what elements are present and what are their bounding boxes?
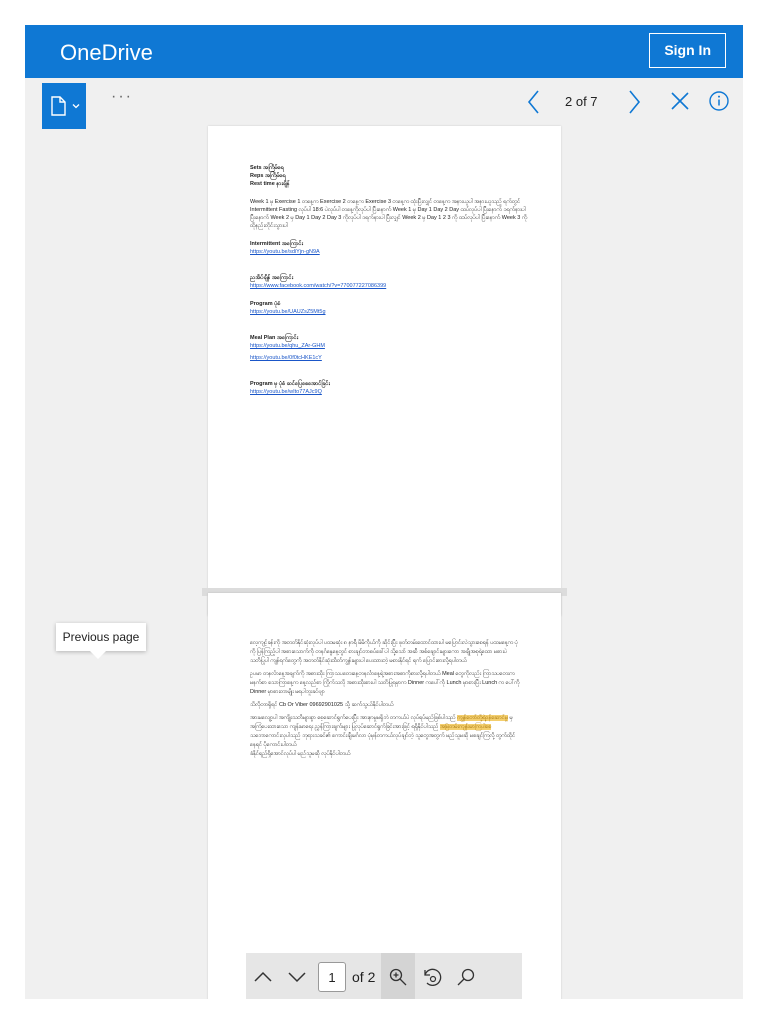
rest-line: Rest time နားချိန် xyxy=(250,181,290,187)
page-2-paragraph-3: အားမလျော့ပါ အကျိုးသတိများစွာ စေ့ဆောင်ရွက်ပေးပြီး အားနာမှုမရှိဘဲ တကယ်ပဲ လုပ်ရပ်မည်ဖြစ်ပါသည် ကျွန်တော်တို့ရဲ့ဝန်ဆောင်မှု မှ အကြံပေးထားသော ကျန်းမာရေး ညွှန်ကြားချက်များ ပြုလုပ်ဆောင်ရွက်ခြင်းအားဖြင့် ရရှိနိုင်ပါသည် အမြဲတမ်းကျန်းမာကြပါစေ သဘောကောင်းလှပါသည် ဘုရားသခင်၏ ကောင်းချီးမင်္ဂလာ ပုံမှန်တကယ်လုပ်ချင်တဲ့ သူတွေအတွက် မည်သူမဆို မစချင်ကြလို့ တွက်ထိုင်နေရင် ပိုကောင်းပါတယ် ခံနိုင်ရည်ရှိအောင်လုပ်ပါ မည်သူမဆို လုပ်နိုင်ပါတယ် xyxy=(250,715,516,757)
new-document-button[interactable] xyxy=(42,83,86,129)
search-button[interactable] xyxy=(449,953,483,999)
highlight-2: အမြဲတမ်းကျန်းမာကြပါစေ xyxy=(439,724,492,730)
info-icon[interactable] xyxy=(708,90,730,112)
chevron-down-icon xyxy=(72,102,80,110)
chevron-down-icon xyxy=(287,971,307,983)
search-icon xyxy=(456,967,476,987)
meal-plan-link-2[interactable]: https://youtu.be/0f0tcHKE1cY xyxy=(250,355,322,361)
previous-page-icon[interactable] xyxy=(525,88,543,116)
page-2-paragraph-2: ဥပမာ တနင်္လာနေ့အချက်ကို အစားထိုး ကြာသပတေးနေ့တနင်္လာနေ့ရဲ့အစားအစာကိုစားလို့ရပါတယ် Meal တွေကိုလည်း ကြာသပတေးက မနက်စာ သောကြာနေ့က နေ့လည်စာ ကြိုက်သလို အစားထိုးစားပါ သတိပြုရမှာက Dinner ကပေါ်ကို Lunch မှာစားပြီး Lunch က ပေါ်ကို Dinner မှာစားတာမျိုး မရပါဘူးခင်ဗျာ xyxy=(250,671,520,695)
scroll-up-button[interactable] xyxy=(246,953,280,999)
app-brand[interactable]: OneDrive xyxy=(60,40,153,65)
document-page-1 xyxy=(208,126,561,616)
previous-page-tooltip: Previous page xyxy=(56,623,146,651)
sleep-heading: ညအိပ်ချိန် အကြောင်း xyxy=(250,275,293,281)
header-bar xyxy=(25,25,743,78)
program-adjust-link[interactable]: https://youtu.be/wIto77AJc9Q xyxy=(250,389,322,395)
sets-line: Sets အကြိမ်ရေ xyxy=(250,165,284,171)
instructions-paragraph: Week 1 မှ Exercise 1 တနေ့က Exercise 2 တနေ့က Exercise 3 တနေ့က ထုံးပြီးလျှင် တနေ့က အနားယူပါ အနားယူသည့် ရက်တွင် Intermittent Fasting လုပ်ပါ 18:6 ပဲလုပ်ပါ တနေ့ကိုလုပ်ပါ ပြီးနောက် Week 1 မှ Day 1 Day 2 Day ထပ်လုပ်ပါ ပြီးနောက် ၁ရက်နားပါ ပြီးနောက် Week 2 မှ Day 1 Day 2 Day 3 ကိုလုပ်ပါ ၁ရက်နားပါ ပြီးလျှင် Week 2 မှ Day 1 2 3 ကို ထပ်လုပ်ပါ ပြီးနောက် Week 3 ကို ထိုနည်းတိုင်းသွားပါ xyxy=(250,199,528,229)
page-count-label: of 2 xyxy=(352,969,376,985)
page-navigation-bar xyxy=(246,953,522,999)
rotate-button[interactable] xyxy=(415,953,449,999)
program-heading: Program ပုံစံ xyxy=(250,301,281,307)
zoom-in-button[interactable] xyxy=(381,953,415,999)
contact-line: သိလိုတာရှိရင် Cb Or Viber 09692901025 သို့ ဆက်သွယ်နိုင်ပါတယ် xyxy=(250,702,394,708)
facebook-link[interactable]: https://www.facebook.com/watch/?v=770077227086399 xyxy=(250,283,387,289)
reps-line: Reps အကြိမ်ရေ xyxy=(250,173,286,179)
page-2-paragraph-1: လေ့ကျင့်ခန်းကို အတတ်နိုင်ဆုံးလုပ်ပါ ပထမဆုံး ၈ နာရီ မိမိကိုယ်ကို ဆိုင်းပြီး ဖုတ်တမ်းထောင်ထားပါ မပြောင်းလဲသွားစေရန် ပထမနေ့က ပုံကို ပြန်ကြည့်ပါ အစားသောက်ကို တနင်္ဂနွေနေ့တွင် စားချင်တာစပ်ခေါ်ပါ သို့သော် အဆီ အစ်ချောင်းများကော အချိုအစုရဲ့ထော မစားပဲ သတိပြုပါ ကျန်ရက်တွေကို အတတ်နိုင်ဆုံးထိတ်ကျွန်းများပါ ပေးထားတဲ့ မစားနိုင်ရင် ရက် ပြောင်းစားလို့ရပါတယ် xyxy=(250,640,518,664)
highlight-1: ကျွန်တော်တို့ရဲ့ဝန်ဆောင်မှု xyxy=(457,715,508,721)
zoom-in-icon xyxy=(388,967,408,987)
viewer-toolbar xyxy=(25,78,743,126)
intermittent-heading: Intermittent အကြောင်း xyxy=(250,241,303,247)
page-2-content xyxy=(250,639,520,763)
chevron-up-icon xyxy=(253,971,273,983)
program-link[interactable]: https://youtu.be/UAUZsZ5Mt5g xyxy=(250,309,326,315)
page-indicator: 2 of 7 xyxy=(565,94,598,109)
app-frame xyxy=(25,25,743,999)
document-page-2 xyxy=(208,593,561,999)
more-options-button[interactable]: ··· xyxy=(111,88,133,105)
scroll-down-button[interactable] xyxy=(280,953,314,999)
meal-plan-link-1[interactable]: https://youtu.be/qhu_ZAr-GHM xyxy=(250,343,325,349)
meal-plan-heading: Meal Plan အကြောင်း xyxy=(250,335,299,341)
close-icon[interactable] xyxy=(669,90,691,112)
page-number-input[interactable]: 1 xyxy=(318,962,346,992)
sign-in-button[interactable]: Sign In xyxy=(649,33,726,68)
page-1-content xyxy=(250,164,530,396)
rotate-icon xyxy=(421,966,443,988)
next-page-icon[interactable] xyxy=(625,88,643,116)
program-adjust-heading: Program မှ ပုံစံ ဆင်ပြေစေအောင်ခြင်း xyxy=(250,381,330,387)
page-2-last-line: ခံနိုင်ရည်ရှိအောင်လုပ်ပါ မည်သူမဆို လုပ်နိုင်ပါတယ် xyxy=(250,751,351,757)
document-icon xyxy=(48,95,70,117)
intermittent-link[interactable]: https://youtu.be/sdiYjn-gN9A xyxy=(250,249,320,255)
